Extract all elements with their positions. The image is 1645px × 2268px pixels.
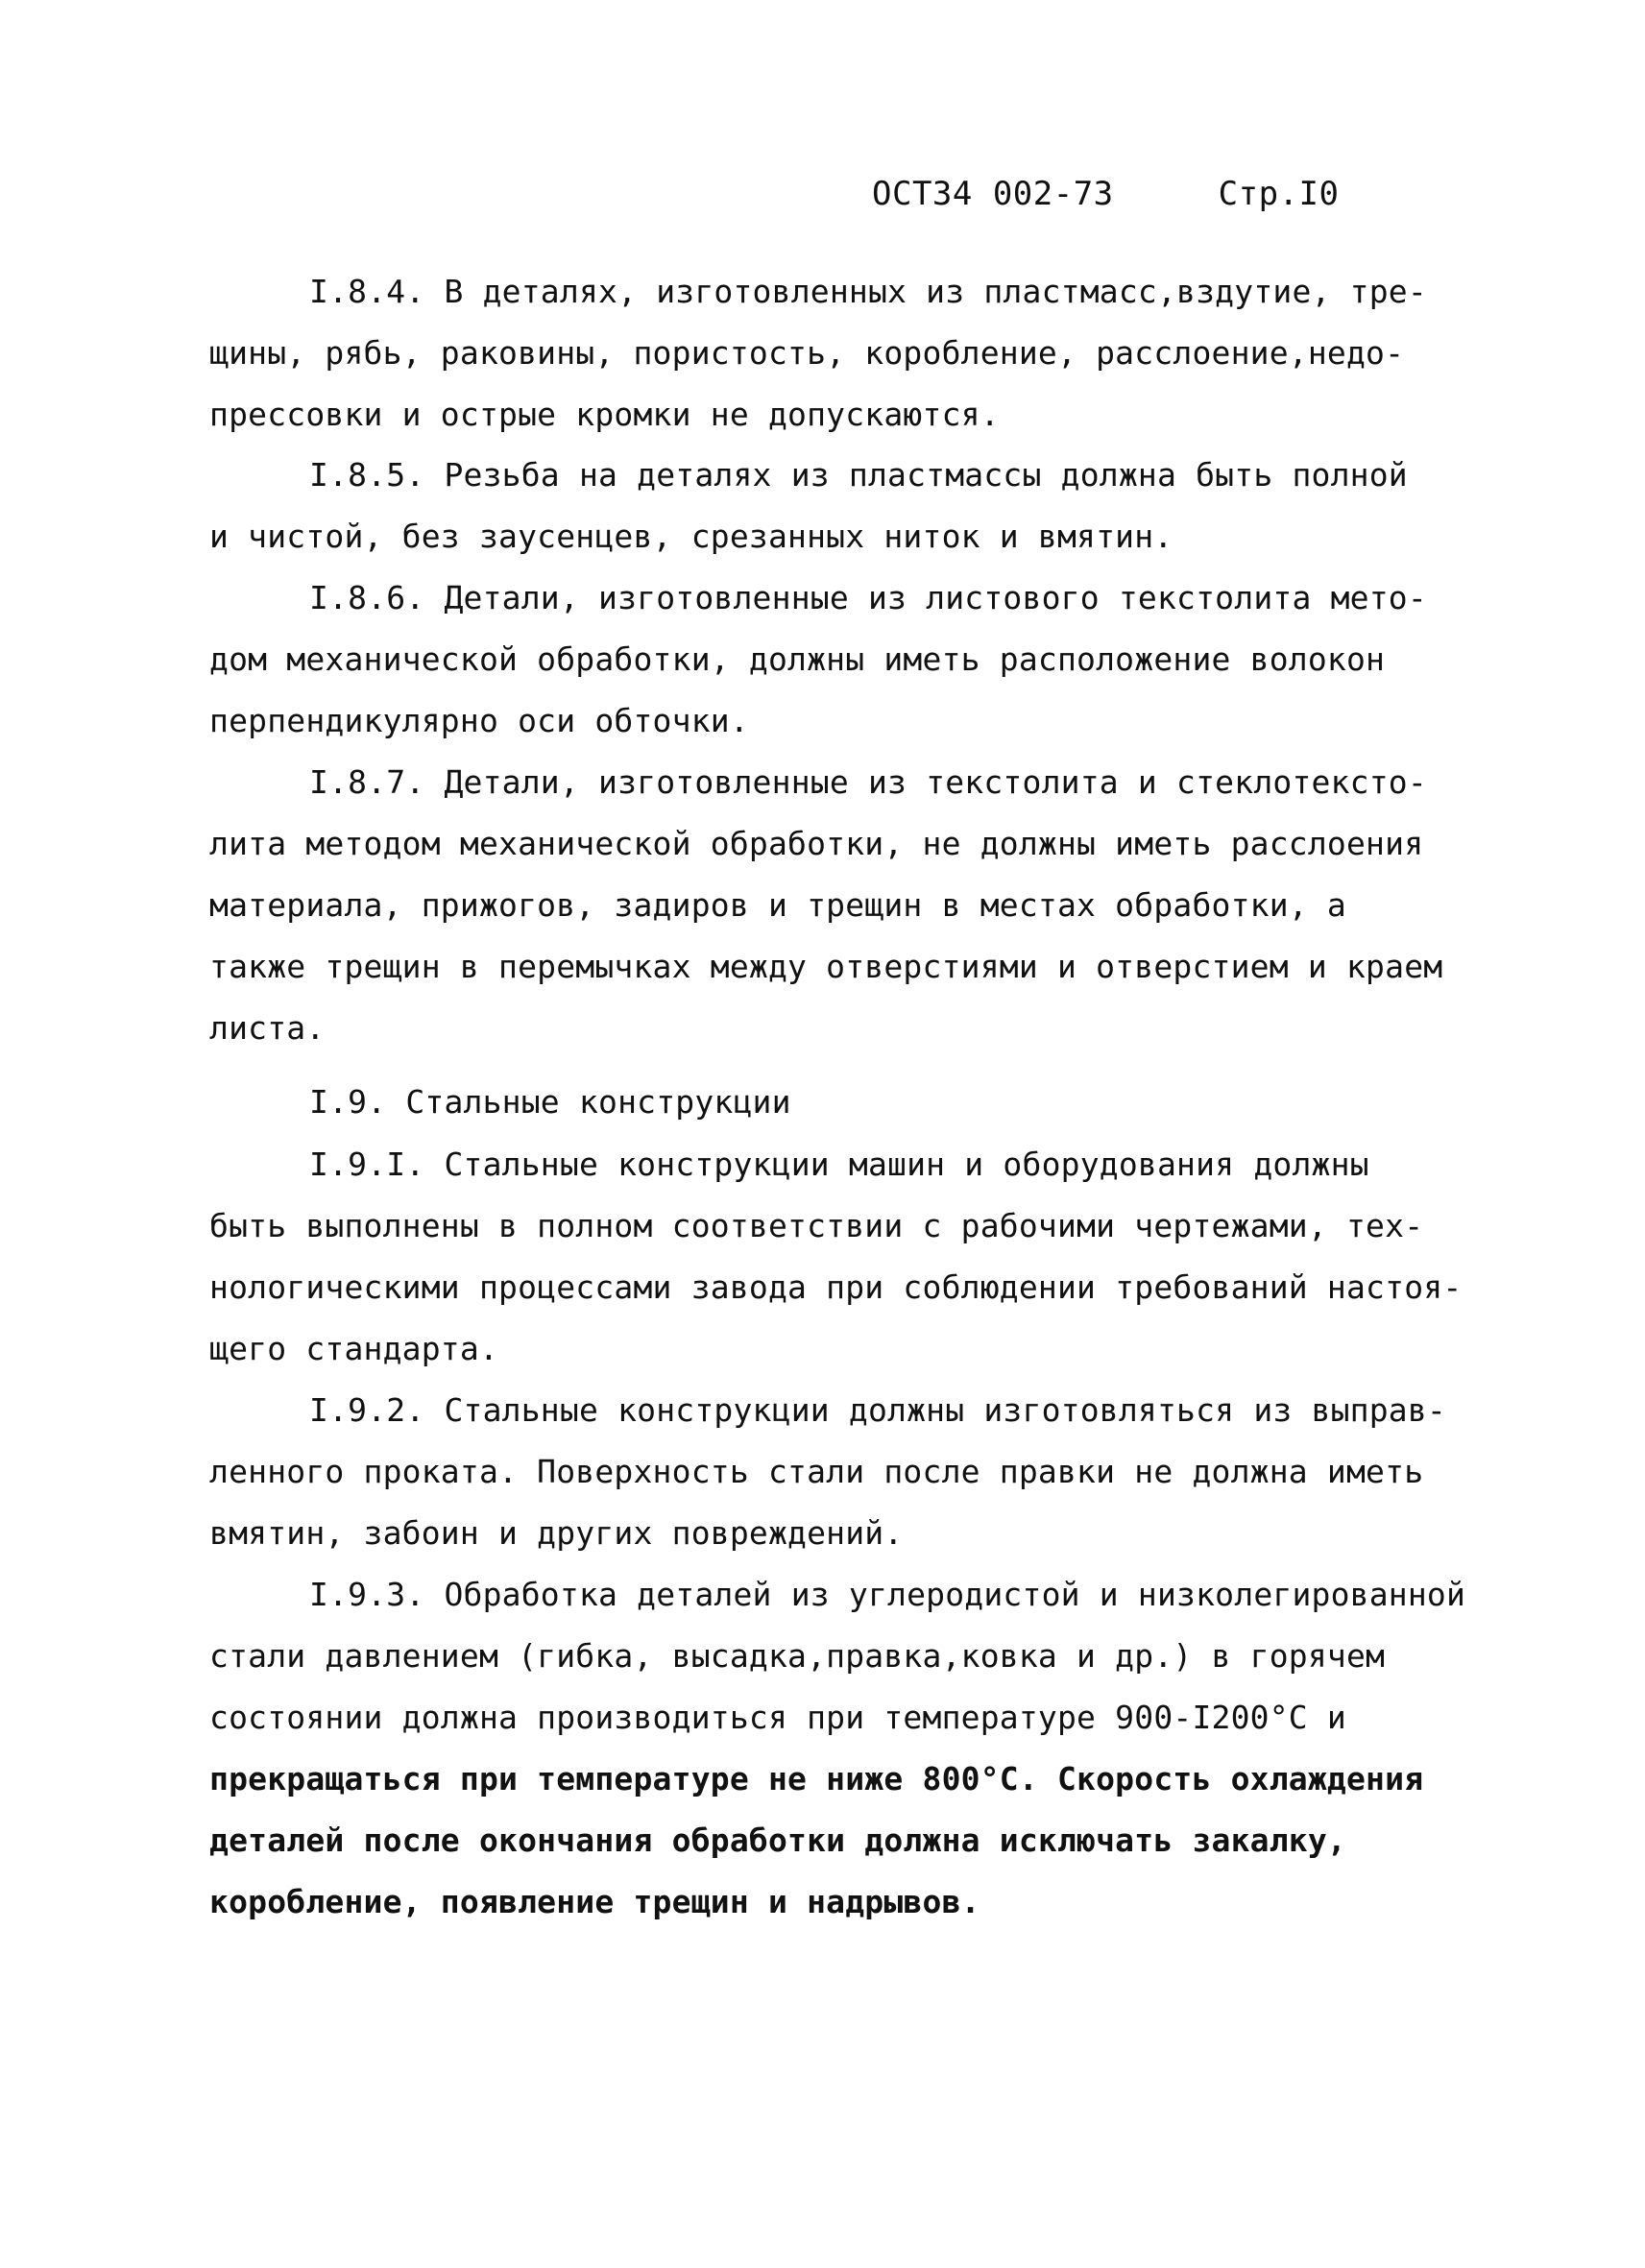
text-line: лита методом механической обработки, не должны иметь расслоения [209, 825, 1424, 862]
text-line: I.8.4. В деталях, изготовленных из пластмасс,вздутие, тре- [309, 273, 1427, 310]
text-line: нологическими процессами завода при соблюдении требований настоя- [209, 1268, 1463, 1306]
standard-code: ОСТ34 002-73 [872, 175, 1114, 213]
text-line: I.8.7. Детали, изготовленные из текстолита и стеклотексто- [309, 763, 1427, 801]
page-header [872, 175, 1339, 213]
text-line: щего стандарта. [209, 1330, 499, 1367]
text-line: I.9.3. Обработка деталей из углеродистой и низколегированной [309, 1576, 1466, 1613]
text-line: дом механической обработки, должны иметь расположение волокон [209, 640, 1386, 678]
text-line: прессовки и острые кромки не допускаются. [209, 396, 1000, 433]
text-line: I.8.6. Детали, изготовленные из листового текстолита мето- [309, 579, 1427, 616]
text-line: прекращаться при температуре не ниже 800°С. Скорость охлаждения [209, 1760, 1424, 1798]
text-line: деталей после окончания обработки должна исключать закалку, [209, 1822, 1346, 1859]
text-line: I.9.2. Стальные конструкции должны изготовляться из выправ- [309, 1391, 1446, 1429]
text-line: материала, прижогов, задиров и трещин в местах обработки, а [209, 886, 1346, 924]
text-line: листа. [209, 1009, 326, 1047]
text-line: ленного проката. Поверхность стали после правки не должна иметь [209, 1453, 1424, 1490]
text-line: вмятин, забоин и других повреждений. [209, 1514, 904, 1552]
text-line: быть выполнены в полном соответствии с рабочими чертежами, тех- [209, 1207, 1424, 1244]
text-line: стали давлением (гибка, высадка,правка,ковка и др.) в горячем [209, 1637, 1386, 1675]
text-line: коробление, появление трещин и надрывов. [209, 1883, 980, 1920]
section-heading: I.9. Стальные конструкции [309, 1083, 791, 1121]
text-line: I.8.5. Резьба на деталях из пластмассы должна быть полной [309, 456, 1408, 494]
text-line: состоянии должна производиться при температуре 900-I200°С и [209, 1699, 1346, 1736]
page-number: Стр.I0 [1218, 175, 1340, 213]
text-line: также трещин в перемычках между отверстиями и отверстием и краем [209, 948, 1443, 985]
text-line: щины, рябь, раковины, пористость, коробление, расслоение,недо- [209, 334, 1405, 372]
text-line: и чистой, без заусенцев, срезанных ниток и вмятин. [209, 518, 1173, 555]
text-line: I.9.I. Стальные конструкции машин и оборудования должны [309, 1146, 1369, 1183]
text-line: перпендикулярно оси обточки. [209, 702, 749, 739]
